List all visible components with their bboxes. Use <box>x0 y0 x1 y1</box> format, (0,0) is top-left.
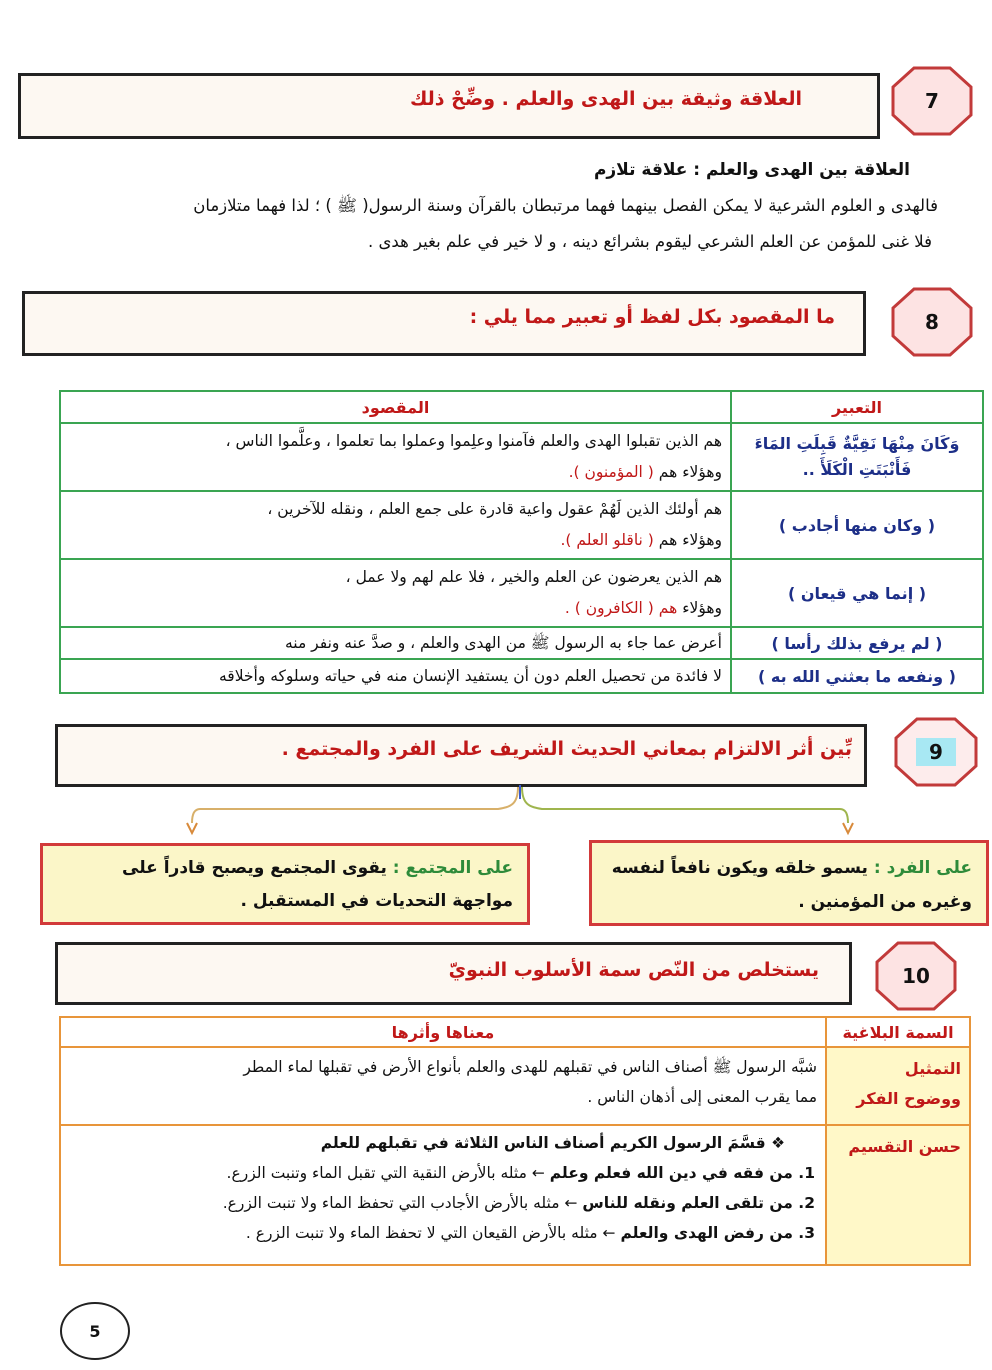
meaning-cell <box>60 1125 826 1265</box>
individual-text-1: يسمو خلقه ويكون نافعاً لنفسه <box>611 858 868 878</box>
meaning-line-2: مما يقرب المعنى إلى أذهان الناس . <box>587 1088 817 1106</box>
meaning-prefix: وهؤلاء هم <box>658 463 722 481</box>
page-number: 5 <box>89 1321 101 1341</box>
division-item-text: مثله بالأرض النقية التي تقبل الماء وتنبت الزرع. <box>226 1164 527 1182</box>
question-9-number: 9 <box>929 740 943 764</box>
division-item-label: 1. من فقه في دين الله فعلم وعلم <box>549 1164 815 1182</box>
meanings-table <box>59 390 984 694</box>
question-10-number-badge <box>874 940 958 1012</box>
arrow-left-icon: ← <box>602 1224 616 1242</box>
feature-line-1: التمثيل <box>904 1059 961 1078</box>
meaning-cell: أعرض عما جاء به الرسول ﷺ من الهدى والعلم ، و صدَّ عنه ونفر منه <box>60 627 731 659</box>
question-8-box <box>22 291 866 356</box>
meaning-prefix: وهؤلاء هم <box>658 531 722 549</box>
meaning-cell <box>60 1047 826 1125</box>
expression-cell: وَكَانَ مِنْهَا نَقِيَّةٌ قَبِلَتِ المَاءَ فَأَنْبَتَتِ الْكَلَأَ .. <box>731 423 983 491</box>
society-text-1: يقوى المجتمع ويصبح قادراً على <box>122 858 387 878</box>
header-meaning: المقصود <box>60 391 731 423</box>
meaning-prefix: وهؤلاء <box>682 599 722 617</box>
meaning-cell <box>60 491 731 559</box>
meaning-line: هم الذين يعرضون عن العلم والخير ، فلا علم لهم ولا عمل ، <box>345 568 722 586</box>
question-10-box <box>55 942 852 1005</box>
header-expression: التعبير <box>731 391 983 423</box>
meaning-cell <box>60 559 731 627</box>
meaning-line-2 <box>69 593 722 624</box>
division-item-text: مثله بالأرض القيعان التي لا تحفظ الماء ولا تنبت الزرع . <box>245 1224 598 1242</box>
header-feature: السمة البلاغية <box>826 1017 970 1047</box>
arrow-left-icon: ← <box>531 1164 545 1182</box>
features-table <box>59 1016 971 1266</box>
meaning-highlight: هم ( الكافرون ) . <box>564 599 678 617</box>
arrow-left-icon: ← <box>564 1194 578 1212</box>
question-10-text: يستخلص من النّص سمة الأسلوب النبويّ <box>448 959 819 981</box>
table-row <box>60 1125 970 1265</box>
meaning-line: هم أولئك الذين لَهُمْ عقول واعية قادرة على جمع العلم ، ونقله للآخرين ، <box>267 500 722 518</box>
division-item-label: 2. من تلقى العلم ونقله للناس <box>582 1194 815 1212</box>
branch-connector <box>180 785 860 845</box>
table-header-row <box>60 391 983 423</box>
division-item <box>71 1158 815 1188</box>
individual-line-2: وغيره من المؤمنين . <box>798 892 972 912</box>
question-7-number: 7 <box>925 89 939 113</box>
q7-answer-line-1: فالهدى و العلوم الشرعية لا يمكن الفصل بينهما فهما مرتبطان بالقرآن وسنة الرسول( ﷺ ) ؛ لذا فهما متلازمان <box>193 196 938 215</box>
question-9-box <box>55 724 867 787</box>
question-7-box <box>18 73 880 139</box>
q7-answer-line-2: فلا غنى للمؤمن عن العلم الشرعي ليقوم بشرائع دينه ، و لا خير في علم بغير هدى . <box>368 232 932 251</box>
question-10-number: 10 <box>902 964 930 988</box>
meaning-highlight: ( ناقلو العلم ). <box>560 531 654 549</box>
question-7-text: العلاقة وثيقة بين الهدى والعلم . وضِّحْ ذلك <box>409 88 802 110</box>
table-row <box>60 491 983 559</box>
feature-cell: حسن التقسيم <box>826 1125 970 1265</box>
society-line-2: مواجهة التحديات في المستقبل . <box>240 891 513 911</box>
header-meaning: معناها وأثرها <box>60 1017 826 1047</box>
division-item <box>71 1188 815 1218</box>
table-row <box>60 627 983 659</box>
question-8-text: ما المقصود بكل لفظ أو تعبير مما يلي : <box>469 306 835 328</box>
meaning-line: هم الذين تقبلوا الهدى والعلم فآمنوا وعلِموا وعملوا بما تعلموا ، وعلَّموا الناس ، <box>225 432 722 450</box>
individual-effect-box <box>589 840 989 926</box>
society-line-1 <box>57 852 513 885</box>
table-row <box>60 1047 970 1125</box>
table-row <box>60 423 983 491</box>
division-item-text: مثله بالأرض الأجادب التي تحفظ الماء ولا تنبت الزرع. <box>222 1194 560 1212</box>
page-number-badge <box>60 1302 130 1360</box>
question-7-number-badge <box>890 65 974 137</box>
question-8-number: 8 <box>925 310 939 334</box>
division-item-label: 3. من رفض الهدى والعلم <box>620 1224 815 1242</box>
table-header-row <box>60 1017 970 1047</box>
individual-line-1 <box>606 851 972 885</box>
question-8-number-badge <box>890 286 974 358</box>
table-row <box>60 659 983 693</box>
division-intro: ❖ قسَّمَ الرسول الكريم أصناف الناس الثلاثة في تقبلهم للعلم <box>320 1134 785 1152</box>
feature-cell <box>826 1047 970 1125</box>
meaning-line-1: شبَّه الرسول ﷺ أصناف الناس في تقبلهم للهدى والعلم بأنواع الأرض في تقبلها لماء المطر <box>243 1058 817 1076</box>
question-9-text: بِّين أثر الالتزام بمعاني الحديث الشريف على الفرد والمجتمع . <box>281 738 852 760</box>
meaning-highlight: ( المؤمنون ). <box>568 463 654 481</box>
feature-line-2: ووضوح الفكر <box>856 1089 961 1108</box>
table-row <box>60 559 983 627</box>
question-9-number-badge <box>893 716 979 788</box>
expression-cell: ( إنما هي قيعان ) <box>731 559 983 627</box>
society-label: على المجتمع : <box>392 858 513 878</box>
individual-label: على الفرد : <box>873 858 972 878</box>
division-item <box>71 1218 815 1248</box>
society-effect-box <box>40 843 530 925</box>
meaning-cell: لا فائدة من تحصيل العلم دون أن يستفيد الإنسان منه في حياته وسلوكه وأخلاقه <box>60 659 731 693</box>
meaning-line-2 <box>69 457 722 488</box>
expression-cell: ( وكان منها أجادب ) <box>731 491 983 559</box>
q7-answer-heading: العلاقة بين الهدى والعلم : علاقة تلازم <box>593 160 910 180</box>
meaning-line-2 <box>69 525 722 556</box>
expression-cell: ( ونفعه ما بعثني الله به ) <box>731 659 983 693</box>
expression-cell: ( لم يرفع بذلك رأسا ) <box>731 627 983 659</box>
meaning-cell <box>60 423 731 491</box>
